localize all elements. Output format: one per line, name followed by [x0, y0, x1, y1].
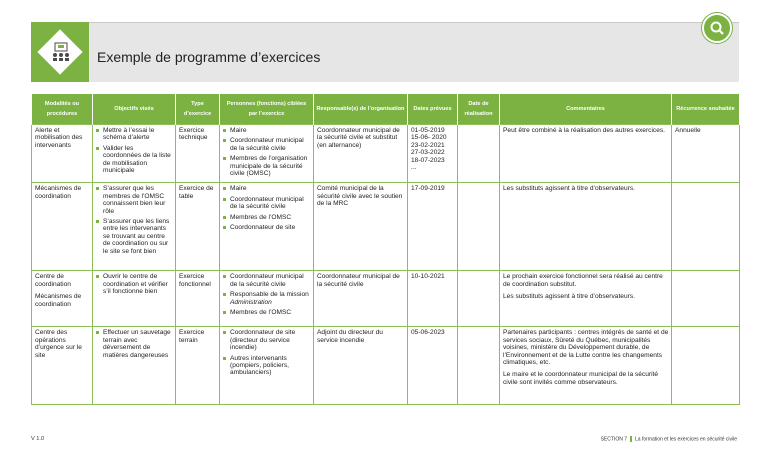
cell-recurrence: [672, 271, 740, 327]
date-value: 23-02-2021: [411, 141, 445, 149]
comment-text: Partenaires participants : centres intégrés de santé et de services sociaux, Sûreté du Québec, municipalités voisines, ministère du Développement durable, de l’Environnement et de la Lutte contre les changements climatiques, etc.: [503, 329, 669, 367]
footer-separator: [630, 436, 632, 442]
comment-text: Le prochain exercice fonctionnel sera réalisé au centre de coordination substitut.: [503, 273, 663, 288]
table-row: [32, 271, 740, 327]
section-logo: [31, 22, 89, 82]
comment-text: Peut être combiné à la réalisation des autres exercices.: [503, 127, 665, 134]
list-item: Ouvrir le centre de coordination et vérifier s’il fonctionne bien: [96, 273, 173, 295]
cell-dates: [408, 125, 458, 183]
list-item: Maire: [223, 185, 311, 192]
comment-text: Les substituts agissent à titre d’observateurs.: [503, 293, 635, 301]
column-header: Date de réalisation: [458, 94, 500, 125]
list-item: Effectuer un sauvetage terrain avec déversement de matières dangereuses: [96, 329, 173, 359]
cell-commentaires: [500, 327, 672, 405]
cell-recurrence: Annuelle: [672, 125, 740, 183]
modalite-line: Centre de coordination: [35, 273, 71, 288]
list-item: Mettre à l’essai le schéma d’alerte: [96, 127, 173, 142]
table-header-row: [32, 94, 740, 125]
cell-modalite: Centre des opérations d’urgence sur le site: [32, 327, 93, 405]
cell-responsable: Adjoint du directeur du service incendie: [314, 327, 408, 405]
list-item: Valider les coordonnées de la liste de mobilisation municipale: [96, 145, 173, 175]
team-board-icon: [50, 41, 72, 63]
list-item: S’assurer que les membres de l’OMSC connaissent bien leur rôle: [96, 185, 173, 215]
cell-responsable: Coordonnateur municipal de la sécurité civile: [314, 271, 408, 327]
section-title: La formation et les exercices en sécurité civile: [635, 436, 737, 443]
page-title: Exemple de programme d’exercices: [97, 49, 321, 65]
list-item: Maire: [223, 127, 311, 134]
date-value: ...: [411, 164, 417, 172]
cell-type: Exercice technique: [176, 125, 220, 183]
section-number: SECTION 7: [600, 436, 627, 443]
date-value: 27-03-2022: [411, 149, 445, 157]
date-value: 18-07-2023: [411, 156, 445, 164]
date-value: 10-10-2021: [411, 273, 445, 281]
cell-modalite: Mécanismes de coordination: [32, 183, 93, 271]
list-item: Coordonnateur municipal de la sécurité civile: [223, 196, 311, 211]
cell-commentaires: [500, 271, 672, 327]
date-value: 01-05-2019: [411, 127, 445, 134]
column-header: Récurrence souhaitée: [672, 94, 740, 125]
column-header: Modalités ou procédures: [32, 94, 93, 125]
table-row: [32, 327, 740, 405]
cell-modalite: Alerte et mobilisation des intervenants: [32, 125, 93, 183]
table-row: [32, 183, 740, 271]
date-value: 15-06- 2020: [411, 134, 447, 142]
list-item: Autres intervenants (pompiers, policiers, ambulanciers): [223, 355, 311, 377]
version-label: V 1.0: [31, 436, 45, 442]
cell-type: Exercice fonctionnel: [176, 271, 220, 327]
list-item: Membres de l’OMSC: [223, 214, 311, 221]
column-header: Type d’exercice: [176, 94, 220, 125]
cell-commentaires: [500, 183, 672, 271]
cell-responsable: Comité municipal de la sécurité civile avec le soutien de la MRC: [314, 183, 408, 271]
cell-type: Exercice de table: [176, 183, 220, 271]
cell-recurrence: [672, 183, 740, 271]
date-value: 05-06-2023: [411, 329, 445, 337]
modalite-line: Mécanismes de coordination: [35, 293, 82, 308]
cell-realisation: [458, 183, 500, 271]
mission-label: Responsable de la mission: [230, 291, 309, 299]
list-item: Membres de l’OMSC: [223, 309, 311, 316]
magnifier-glyph: [709, 20, 725, 36]
exercise-program-table: [31, 94, 740, 405]
column-header: Responsable(s) de l’organisation: [314, 94, 408, 125]
list-item: Coordonnateur municipal de la sécurité civile: [223, 137, 311, 152]
mission-name: Administration: [230, 298, 272, 306]
cell-dates: [408, 183, 458, 271]
list-item: S’assurer que les liens entre les intervenants se trouvant au centre de coordination ou sur le site se font bien: [96, 218, 173, 255]
table-row: [32, 125, 740, 183]
cell-modalite: [32, 271, 93, 327]
column-header: Dates prévues: [408, 94, 458, 125]
comment-text: Les substituts agissent à titre d’observateurs.: [503, 185, 635, 193]
cell-dates: [408, 327, 458, 405]
section-footer: [601, 436, 737, 442]
cell-responsable: Coordonnateur municipal de la sécurité civile et substitut (en alternance): [314, 125, 408, 183]
cell-objectifs: [93, 271, 176, 327]
cell-realisation: [458, 271, 500, 327]
cell-dates: [408, 271, 458, 327]
column-header: Objectifs visés: [93, 94, 176, 125]
list-item: Coordonnateur de site: [223, 224, 311, 231]
date-value: 17-09-2019: [411, 185, 445, 193]
cell-objectifs: [93, 125, 176, 183]
column-header: Personnes (fonctions) ciblées par l’exercice: [220, 94, 314, 125]
comment-text: Le maire et le coordonnateur municipal de la sécurité civile sont invités comme observateurs.: [503, 371, 659, 386]
cell-personnes: [220, 183, 314, 271]
cell-objectifs: [93, 183, 176, 271]
cell-realisation: [458, 327, 500, 405]
column-header: Commentaires: [500, 94, 672, 125]
cell-realisation: [458, 125, 500, 183]
list-item: [223, 291, 311, 306]
list-item: Coordonnateur de site (directeur du service incendie): [223, 329, 311, 351]
list-item: Coordonnateur municipal de la sécurité civile: [223, 273, 311, 288]
magnifier-icon[interactable]: [702, 13, 732, 43]
cell-recurrence: [672, 327, 740, 405]
cell-personnes: [220, 125, 314, 183]
cell-type: Exercice terrain: [176, 327, 220, 405]
cell-commentaires: [500, 125, 672, 183]
cell-objectifs: [93, 327, 176, 405]
list-item: Membres de l’organisation municipale de la sécurité civile (OMSC): [223, 155, 311, 177]
cell-personnes: [220, 271, 314, 327]
cell-personnes: [220, 327, 314, 405]
